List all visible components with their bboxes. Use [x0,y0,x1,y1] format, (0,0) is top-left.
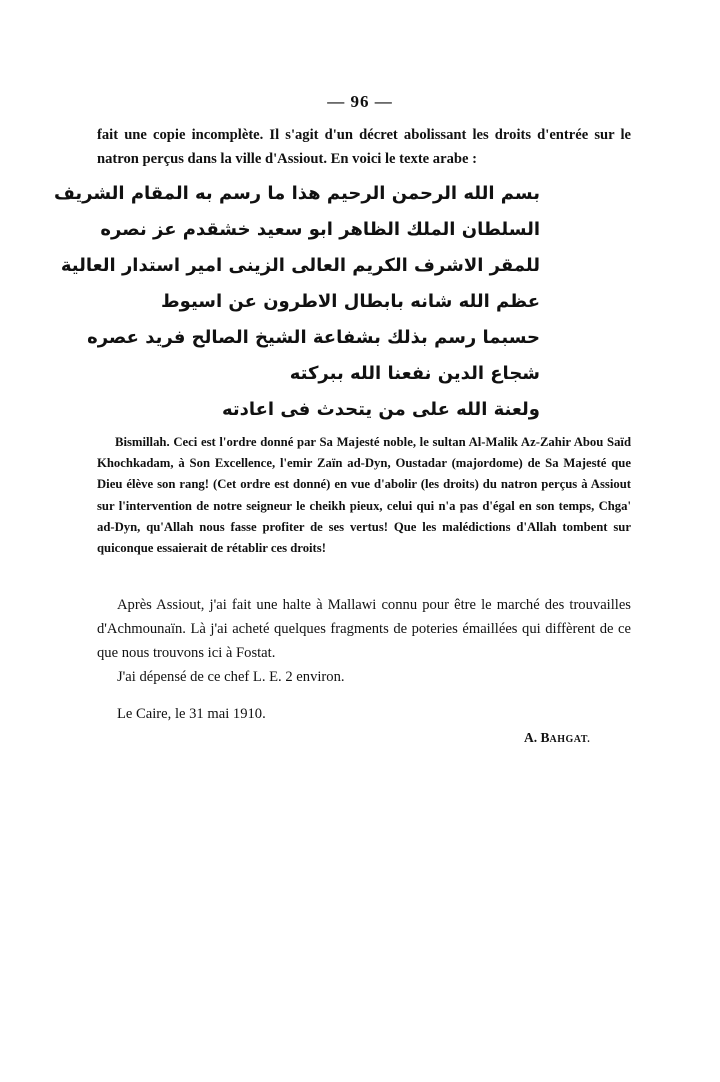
arabic-line: شجاع الدين نفعنا الله ببركته [289,363,540,384]
arabic-decree-text [53,176,540,428]
arabic-line: ولعنة الله على من يتحدث فى اعادته [221,399,540,420]
page-number: — 96 — [327,92,393,111]
translation-text: Bismillah. Ceci est l'ordre donné par Sa Majesté noble, le sultan Al-Malik Az-Zahir Abou Saïd Khochkadam, à Son Excellence, l'emir Zaïn ad-Dyn, Oustadar (majordome) de Sa Majesté que Dieu élève son rang! (Cet ordre est donné) en vue d'abolir (les droits) du natron perçus à Assiout sur l'intervention de notre seigneur le cheikh pieux, celui qui n'a pas d'égal en son temps, Chga' ad-Dyn, qu'Allah nous fasse profiter de ses vertus! Que les malédictions d'Allah tombent sur quiconque essaierait de rétablir ces droits! [97,435,631,556]
signature-surname: AHGAT. [549,734,591,745]
body-paragraph-expense: J'ai dépensé de ce chef L. E. 2 environ. [117,669,345,685]
signature-initial: A. B [524,730,550,745]
french-translation [97,432,631,559]
intro-text: fait une copie incomplète. Il s'agit d'un décret abolissant les droits d'entrée sur le natron perçus dans la ville d'Assiout. En voici le texte arabe : [97,127,631,167]
arabic-line: للمقر الاشرف الكريم العالى الزينى امير استدار العالية [60,255,540,276]
arabic-line: بسم الله الرحمن الرحيم هذا ما رسم به المقام الشريف [53,183,540,204]
arabic-line: السلطان الملك الظاهر ابو سعيد خشقدم عز نصره [100,219,540,240]
body-paragraph-mallawi: Après Assiout, j'ai fait une halte à Mallawi connu pour être le marché des trouvailles d'Achmounaïn. Là j'ai acheté quelques fragments de poteries émaillées qui diffèrent de ce que nous trouvons ici à Fostat. [97,597,631,661]
intro-paragraph [97,123,631,171]
body-section [97,593,631,689]
arabic-line: حسبما رسم بذلك بشفاعة الشيخ الصالح فريد عصره [87,327,540,348]
signature [524,730,590,746]
arabic-line: عظم الله شانه بابطال الاطرون عن اسيوط [160,291,540,312]
dateline: Le Caire, le 31 mai 1910. [117,706,266,722]
